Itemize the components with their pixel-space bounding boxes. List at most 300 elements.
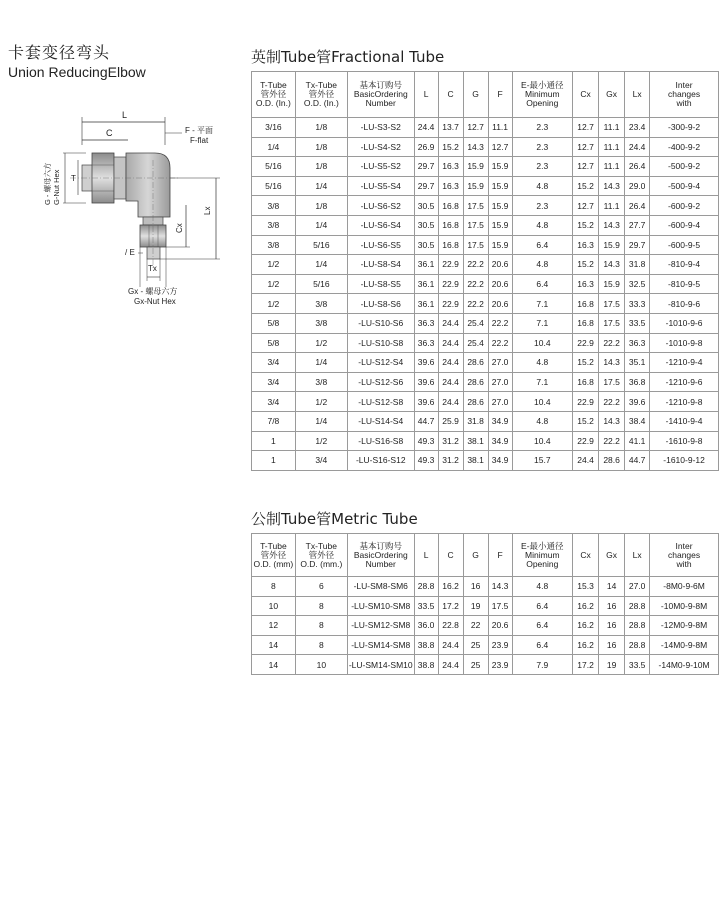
cell-dim-Lx: 24.4 bbox=[625, 137, 650, 157]
cell-min-opening-E: 10.4 bbox=[512, 431, 572, 451]
cell-dim-G: 22 bbox=[463, 616, 488, 636]
table-row bbox=[252, 353, 719, 373]
cell-dim-Cx: 15.2 bbox=[573, 215, 599, 235]
cell-dim-L: 38.8 bbox=[414, 655, 438, 675]
cell-dim-L: 39.6 bbox=[414, 392, 438, 412]
cell-dim-F: 27.0 bbox=[488, 353, 512, 373]
cell-interchanges-with: -810-9-4 bbox=[650, 255, 719, 275]
cell-dim-L: 39.6 bbox=[414, 353, 438, 373]
cell-t-tube-od: 1/2 bbox=[252, 274, 296, 294]
cell-interchanges-with: -600-9-2 bbox=[650, 196, 719, 216]
label-L: L bbox=[122, 110, 128, 120]
cell-t-tube-od: 5/8 bbox=[252, 313, 296, 333]
cell-dim-Gx: 22.2 bbox=[599, 431, 625, 451]
cell-dim-Gx: 11.1 bbox=[599, 137, 625, 157]
cell-dim-Cx: 15.2 bbox=[573, 176, 599, 196]
cell-tx-tube-od: 1/4 bbox=[295, 255, 347, 275]
cell-dim-Lx: 32.5 bbox=[625, 274, 650, 294]
cell-dim-C: 22.8 bbox=[438, 616, 463, 636]
cell-dim-Lx: 26.4 bbox=[625, 157, 650, 177]
cell-tx-tube-od: 1/2 bbox=[295, 333, 347, 353]
cell-dim-C: 24.4 bbox=[438, 655, 463, 675]
cell-interchanges-with: -1010-9-6 bbox=[650, 313, 719, 333]
cell-tx-tube-od: 10 bbox=[295, 655, 347, 675]
cell-ordering-number: -LU-S14-S4 bbox=[347, 411, 414, 431]
cell-dim-F: 15.9 bbox=[488, 196, 512, 216]
cell-min-opening-E: 6.4 bbox=[512, 274, 572, 294]
cell-dim-L: 28.8 bbox=[414, 577, 438, 597]
cell-dim-Lx: 39.6 bbox=[625, 392, 650, 412]
cell-dim-F: 34.9 bbox=[488, 451, 512, 471]
cell-dim-Cx: 17.2 bbox=[573, 655, 599, 675]
label-Tx: Tx bbox=[148, 264, 157, 273]
cell-dim-Cx: 16.8 bbox=[573, 372, 599, 392]
header-L: L bbox=[414, 534, 438, 577]
cell-t-tube-od: 1 bbox=[252, 451, 296, 471]
cell-t-tube-od: 3/8 bbox=[252, 196, 296, 216]
cell-t-tube-od: 7/8 bbox=[252, 411, 296, 431]
cell-dim-C: 22.9 bbox=[438, 274, 463, 294]
cell-dim-G: 31.8 bbox=[463, 411, 488, 431]
cell-min-opening-E: 7.1 bbox=[512, 372, 572, 392]
cell-interchanges-with: -10M0-9-8M bbox=[650, 596, 719, 616]
cell-min-opening-E: 4.8 bbox=[512, 215, 572, 235]
cell-interchanges-with: -1610-9-8 bbox=[650, 431, 719, 451]
cell-tx-tube-od: 1/8 bbox=[295, 157, 347, 177]
cell-dim-Gx: 14 bbox=[599, 577, 625, 597]
cell-dim-Cx: 12.7 bbox=[573, 118, 599, 138]
label-Lx: Lx bbox=[203, 206, 212, 215]
cell-dim-G: 38.1 bbox=[463, 431, 488, 451]
dimension-G bbox=[42, 153, 86, 205]
cell-dim-Gx: 17.5 bbox=[599, 372, 625, 392]
cell-interchanges-with: -500-9-4 bbox=[650, 176, 719, 196]
cell-interchanges-with: -1210-9-8 bbox=[650, 392, 719, 412]
cell-min-opening-E: 6.4 bbox=[512, 616, 572, 636]
cell-t-tube-od: 1/2 bbox=[252, 255, 296, 275]
cell-dim-F: 15.9 bbox=[488, 215, 512, 235]
cell-dim-L: 38.8 bbox=[414, 635, 438, 655]
cell-tx-tube-od: 1/4 bbox=[295, 215, 347, 235]
cell-ordering-number: -LU-S5-S4 bbox=[347, 176, 414, 196]
header-E: E-最小通径 Minimum Opening bbox=[512, 534, 572, 577]
cell-dim-L: 36.3 bbox=[414, 313, 438, 333]
cell-dim-Cx: 12.7 bbox=[573, 157, 599, 177]
cell-dim-C: 15.2 bbox=[438, 137, 463, 157]
cell-dim-Lx: 36.3 bbox=[625, 333, 650, 353]
table-row bbox=[252, 635, 719, 655]
cell-tx-tube-od: 1/8 bbox=[295, 137, 347, 157]
cell-dim-Cx: 22.9 bbox=[573, 392, 599, 412]
table-row bbox=[252, 196, 719, 216]
table-header-row bbox=[252, 72, 719, 118]
table-row bbox=[252, 655, 719, 675]
cell-dim-F: 27.0 bbox=[488, 392, 512, 412]
cell-min-opening-E: 15.7 bbox=[512, 451, 572, 471]
cell-dim-Gx: 16 bbox=[599, 596, 625, 616]
label-Cx: Cx bbox=[175, 223, 184, 233]
cell-min-opening-E: 4.8 bbox=[512, 255, 572, 275]
cell-tx-tube-od: 1/8 bbox=[295, 196, 347, 216]
cell-dim-Cx: 16.3 bbox=[573, 235, 599, 255]
cell-dim-F: 34.9 bbox=[488, 411, 512, 431]
label-T: T bbox=[71, 174, 76, 183]
cell-tx-tube-od: 3/4 bbox=[295, 451, 347, 471]
cell-interchanges-with: -1210-9-4 bbox=[650, 353, 719, 373]
table-row bbox=[252, 392, 719, 412]
cell-dim-Gx: 22.2 bbox=[599, 333, 625, 353]
header-tx-tube: Tx-Tube 管外径 O.D. (In.) bbox=[295, 72, 347, 118]
cell-dim-Gx: 11.1 bbox=[599, 118, 625, 138]
cell-ordering-number: -LU-SM8-SM6 bbox=[347, 577, 414, 597]
cell-dim-G: 25.4 bbox=[463, 313, 488, 333]
cell-dim-F: 20.6 bbox=[488, 274, 512, 294]
cell-tx-tube-od: 5/16 bbox=[295, 235, 347, 255]
cell-tx-tube-od: 8 bbox=[295, 635, 347, 655]
cell-ordering-number: -LU-S16-S8 bbox=[347, 431, 414, 451]
cell-interchanges-with: -600-9-4 bbox=[650, 215, 719, 235]
fractional-table bbox=[251, 71, 719, 471]
cell-dim-Cx: 15.2 bbox=[573, 411, 599, 431]
cell-t-tube-od: 1 bbox=[252, 431, 296, 451]
cell-t-tube-od: 14 bbox=[252, 655, 296, 675]
cell-ordering-number: -LU-S6-S4 bbox=[347, 215, 414, 235]
cell-interchanges-with: -500-9-2 bbox=[650, 157, 719, 177]
cell-dim-Gx: 14.3 bbox=[599, 353, 625, 373]
cell-dim-Lx: 28.8 bbox=[625, 596, 650, 616]
table-row bbox=[252, 118, 719, 138]
elbow-drawing bbox=[30, 105, 245, 310]
label-G-cn: G - 螺母六方 bbox=[43, 162, 52, 205]
cell-dim-L: 36.3 bbox=[414, 333, 438, 353]
cell-dim-Lx: 33.5 bbox=[625, 655, 650, 675]
cell-tx-tube-od: 1/4 bbox=[295, 176, 347, 196]
cell-dim-G: 28.6 bbox=[463, 392, 488, 412]
header-C: C bbox=[438, 72, 463, 118]
cell-min-opening-E: 7.1 bbox=[512, 313, 572, 333]
cell-tx-tube-od: 3/8 bbox=[295, 372, 347, 392]
cell-dim-F: 14.3 bbox=[488, 577, 512, 597]
cell-interchanges-with: -810-9-6 bbox=[650, 294, 719, 314]
table-row bbox=[252, 372, 719, 392]
cell-min-opening-E: 6.4 bbox=[512, 596, 572, 616]
header-ordering-number: 基本订购号 BasicOrdering Number bbox=[347, 72, 414, 118]
cell-dim-L: 29.7 bbox=[414, 176, 438, 196]
cell-ordering-number: -LU-S8-S4 bbox=[347, 255, 414, 275]
cell-dim-C: 24.4 bbox=[438, 392, 463, 412]
dimension-T bbox=[71, 160, 78, 195]
cell-t-tube-od: 5/16 bbox=[252, 176, 296, 196]
cell-dim-C: 16.8 bbox=[438, 215, 463, 235]
cell-dim-G: 17.5 bbox=[463, 235, 488, 255]
cell-ordering-number: -LU-S4-S2 bbox=[347, 137, 414, 157]
cell-dim-F: 15.9 bbox=[488, 235, 512, 255]
cell-t-tube-od: 3/4 bbox=[252, 392, 296, 412]
cell-t-tube-od: 3/8 bbox=[252, 235, 296, 255]
header-Lx: Lx bbox=[625, 72, 650, 118]
cell-min-opening-E: 2.3 bbox=[512, 196, 572, 216]
cell-dim-Gx: 14.3 bbox=[599, 215, 625, 235]
cell-t-tube-od: 1/2 bbox=[252, 294, 296, 314]
table-row bbox=[252, 596, 719, 616]
cell-dim-Gx: 11.1 bbox=[599, 196, 625, 216]
cell-interchanges-with: -1610-9-12 bbox=[650, 451, 719, 471]
cell-ordering-number: -LU-S12-S6 bbox=[347, 372, 414, 392]
cell-ordering-number: -LU-SM12-SM8 bbox=[347, 616, 414, 636]
cell-min-opening-E: 4.8 bbox=[512, 353, 572, 373]
cell-dim-F: 11.1 bbox=[488, 118, 512, 138]
header-Lx: Lx bbox=[625, 534, 650, 577]
cell-dim-Cx: 12.7 bbox=[573, 137, 599, 157]
cell-dim-Gx: 17.5 bbox=[599, 313, 625, 333]
cell-dim-F: 20.6 bbox=[488, 616, 512, 636]
header-G: G bbox=[463, 72, 488, 118]
header-tx-tube: Tx-Tube 管外径 O.D. (mm.) bbox=[295, 534, 347, 577]
cell-interchanges-with: -300-9-2 bbox=[650, 118, 719, 138]
cell-t-tube-od: 3/16 bbox=[252, 118, 296, 138]
table-row bbox=[252, 235, 719, 255]
cell-tx-tube-od: 8 bbox=[295, 596, 347, 616]
header-G: G bbox=[463, 534, 488, 577]
cell-ordering-number: -LU-S12-S4 bbox=[347, 353, 414, 373]
cell-dim-G: 25 bbox=[463, 635, 488, 655]
cell-min-opening-E: 10.4 bbox=[512, 392, 572, 412]
cell-dim-Cx: 16.3 bbox=[573, 274, 599, 294]
cell-dim-F: 22.2 bbox=[488, 313, 512, 333]
cell-dim-Lx: 29.0 bbox=[625, 176, 650, 196]
header-L: L bbox=[414, 72, 438, 118]
cell-tx-tube-od: 5/16 bbox=[295, 274, 347, 294]
cell-dim-G: 17.5 bbox=[463, 196, 488, 216]
header-t-tube: T-Tube 管外径 O.D. (In.) bbox=[252, 72, 296, 118]
cell-interchanges-with: -8M0-9-6M bbox=[650, 577, 719, 597]
dimension-C bbox=[82, 128, 128, 140]
cell-dim-G: 22.2 bbox=[463, 274, 488, 294]
cell-dim-Cx: 22.9 bbox=[573, 333, 599, 353]
cell-dim-C: 16.2 bbox=[438, 577, 463, 597]
cell-dim-G: 38.1 bbox=[463, 451, 488, 471]
cell-ordering-number: -LU-S12-S8 bbox=[347, 392, 414, 412]
cell-dim-L: 49.3 bbox=[414, 451, 438, 471]
cell-t-tube-od: 5/16 bbox=[252, 157, 296, 177]
cell-dim-C: 24.4 bbox=[438, 353, 463, 373]
cell-dim-L: 39.6 bbox=[414, 372, 438, 392]
cell-ordering-number: -LU-S5-S2 bbox=[347, 157, 414, 177]
cell-dim-Cx: 12.7 bbox=[573, 196, 599, 216]
cell-ordering-number: -LU-S10-S8 bbox=[347, 333, 414, 353]
cell-dim-F: 20.6 bbox=[488, 294, 512, 314]
cell-dim-G: 12.7 bbox=[463, 118, 488, 138]
cell-dim-Lx: 41.1 bbox=[625, 431, 650, 451]
cell-dim-Gx: 14.3 bbox=[599, 255, 625, 275]
cell-dim-G: 22.2 bbox=[463, 294, 488, 314]
fractional-table-body bbox=[252, 118, 719, 471]
label-Gx-cn: Gx - 螺母六方 bbox=[128, 287, 178, 296]
cell-dim-C: 16.8 bbox=[438, 235, 463, 255]
table-header-row bbox=[252, 534, 719, 577]
cell-tx-tube-od: 8 bbox=[295, 616, 347, 636]
cell-dim-Lx: 28.8 bbox=[625, 616, 650, 636]
cell-tx-tube-od: 1/2 bbox=[295, 431, 347, 451]
cell-min-opening-E: 2.3 bbox=[512, 137, 572, 157]
cell-ordering-number: -LU-S16-S12 bbox=[347, 451, 414, 471]
elbow-body bbox=[126, 153, 170, 217]
table-row bbox=[252, 431, 719, 451]
cell-tx-tube-od: 1/2 bbox=[295, 392, 347, 412]
cell-dim-Lx: 38.4 bbox=[625, 411, 650, 431]
cell-min-opening-E: 4.8 bbox=[512, 411, 572, 431]
cell-dim-C: 16.3 bbox=[438, 157, 463, 177]
cell-min-opening-E: 6.4 bbox=[512, 635, 572, 655]
cell-dim-Lx: 31.8 bbox=[625, 255, 650, 275]
cell-dim-Gx: 16 bbox=[599, 635, 625, 655]
cell-dim-Cx: 16.8 bbox=[573, 294, 599, 314]
cell-min-opening-E: 2.3 bbox=[512, 118, 572, 138]
cell-dim-Gx: 28.6 bbox=[599, 451, 625, 471]
cell-t-tube-od: 3/4 bbox=[252, 353, 296, 373]
table-row bbox=[252, 451, 719, 471]
cell-interchanges-with: -600-9-5 bbox=[650, 235, 719, 255]
cell-tx-tube-od: 1/8 bbox=[295, 118, 347, 138]
cell-min-opening-E: 4.8 bbox=[512, 176, 572, 196]
cell-dim-Gx: 19 bbox=[599, 655, 625, 675]
cell-tx-tube-od: 6 bbox=[295, 577, 347, 597]
cell-dim-Lx: 23.4 bbox=[625, 118, 650, 138]
cell-t-tube-od: 1/4 bbox=[252, 137, 296, 157]
cell-dim-Cx: 24.4 bbox=[573, 451, 599, 471]
label-F-cn: F - 平面 bbox=[185, 126, 213, 135]
cell-t-tube-od: 5/8 bbox=[252, 333, 296, 353]
cell-ordering-number: -LU-SM14-SM8 bbox=[347, 635, 414, 655]
cell-dim-Lx: 33.5 bbox=[625, 313, 650, 333]
cell-dim-Gx: 14.3 bbox=[599, 411, 625, 431]
table-row bbox=[252, 274, 719, 294]
cell-dim-L: 30.5 bbox=[414, 235, 438, 255]
cell-dim-Cx: 15.3 bbox=[573, 577, 599, 597]
cell-min-opening-E: 10.4 bbox=[512, 333, 572, 353]
cell-dim-Lx: 28.8 bbox=[625, 635, 650, 655]
label-C: C bbox=[106, 128, 113, 138]
product-title-cn: 卡套变径弯头 bbox=[8, 43, 111, 62]
cell-dim-Cx: 16.8 bbox=[573, 313, 599, 333]
cell-ordering-number: -LU-SM10-SM8 bbox=[347, 596, 414, 616]
cell-dim-F: 23.9 bbox=[488, 635, 512, 655]
cell-dim-F: 23.9 bbox=[488, 655, 512, 675]
cell-ordering-number: -LU-S3-S2 bbox=[347, 118, 414, 138]
table-row bbox=[252, 255, 719, 275]
cell-dim-Lx: 27.7 bbox=[625, 215, 650, 235]
cell-dim-Lx: 36.8 bbox=[625, 372, 650, 392]
header-E: E-最小通径 Minimum Opening bbox=[512, 72, 572, 118]
cell-dim-C: 24.4 bbox=[438, 372, 463, 392]
table-row bbox=[252, 157, 719, 177]
cell-dim-L: 26.9 bbox=[414, 137, 438, 157]
cell-dim-G: 16 bbox=[463, 577, 488, 597]
table-row bbox=[252, 294, 719, 314]
cell-tx-tube-od: 3/8 bbox=[295, 294, 347, 314]
cell-dim-L: 49.3 bbox=[414, 431, 438, 451]
cell-dim-Gx: 22.2 bbox=[599, 392, 625, 412]
cell-dim-G: 22.2 bbox=[463, 255, 488, 275]
cell-dim-Cx: 22.9 bbox=[573, 431, 599, 451]
cell-dim-Lx: 27.0 bbox=[625, 577, 650, 597]
cell-interchanges-with: -14M0-9-10M bbox=[650, 655, 719, 675]
table-row bbox=[252, 616, 719, 636]
cell-dim-F: 34.9 bbox=[488, 431, 512, 451]
header-interchanges: Inter changes with bbox=[650, 534, 719, 577]
cell-dim-L: 30.5 bbox=[414, 215, 438, 235]
cell-min-opening-E: 4.8 bbox=[512, 577, 572, 597]
cell-dim-Lx: 29.7 bbox=[625, 235, 650, 255]
cell-dim-L: 36.1 bbox=[414, 274, 438, 294]
cell-dim-F: 20.6 bbox=[488, 255, 512, 275]
cell-ordering-number: -LU-S8-S6 bbox=[347, 294, 414, 314]
cell-dim-G: 17.5 bbox=[463, 215, 488, 235]
metric-table bbox=[251, 533, 719, 675]
cell-dim-Lx: 33.3 bbox=[625, 294, 650, 314]
cell-dim-G: 28.6 bbox=[463, 353, 488, 373]
cell-dim-Gx: 15.9 bbox=[599, 235, 625, 255]
cell-t-tube-od: 3/4 bbox=[252, 372, 296, 392]
header-Gx: Gx bbox=[599, 534, 625, 577]
cell-dim-Lx: 35.1 bbox=[625, 353, 650, 373]
cell-dim-L: 30.5 bbox=[414, 196, 438, 216]
cell-dim-L: 29.7 bbox=[414, 157, 438, 177]
fractional-section-title: 英制Tube管Fractional Tube bbox=[251, 48, 445, 66]
table-row bbox=[252, 577, 719, 597]
cell-ordering-number: -LU-S10-S6 bbox=[347, 313, 414, 333]
metric-section-title: 公制Tube管Metric Tube bbox=[251, 510, 418, 528]
cell-dim-F: 17.5 bbox=[488, 596, 512, 616]
cell-dim-C: 22.9 bbox=[438, 255, 463, 275]
cell-ordering-number: -LU-S6-S5 bbox=[347, 235, 414, 255]
cell-dim-G: 14.3 bbox=[463, 137, 488, 157]
cell-dim-L: 33.5 bbox=[414, 596, 438, 616]
cell-dim-Gx: 16 bbox=[599, 616, 625, 636]
cell-dim-C: 24.4 bbox=[438, 313, 463, 333]
cell-dim-Cx: 15.2 bbox=[573, 353, 599, 373]
header-Cx: Cx bbox=[573, 534, 599, 577]
cell-ordering-number: -LU-SM14-SM10 bbox=[347, 655, 414, 675]
cell-t-tube-od: 8 bbox=[252, 577, 296, 597]
table-row bbox=[252, 313, 719, 333]
cell-dim-C: 24.4 bbox=[438, 635, 463, 655]
cell-tx-tube-od: 3/8 bbox=[295, 313, 347, 333]
cell-dim-C: 31.2 bbox=[438, 451, 463, 471]
cell-dim-C: 25.9 bbox=[438, 411, 463, 431]
product-title-en: Union ReducingElbow bbox=[8, 64, 146, 80]
cell-dim-F: 15.9 bbox=[488, 157, 512, 177]
cell-dim-F: 27.0 bbox=[488, 372, 512, 392]
cell-interchanges-with: -810-9-5 bbox=[650, 274, 719, 294]
cell-dim-Cx: 16.2 bbox=[573, 616, 599, 636]
cell-dim-C: 13.7 bbox=[438, 118, 463, 138]
cell-interchanges-with: -1410-9-4 bbox=[650, 411, 719, 431]
label-E: / E bbox=[125, 248, 135, 257]
cell-tx-tube-od: 1/4 bbox=[295, 353, 347, 373]
metric-table-body bbox=[252, 577, 719, 675]
cell-t-tube-od: 14 bbox=[252, 635, 296, 655]
label-F-en: F-flat bbox=[190, 136, 209, 145]
cell-dim-C: 22.9 bbox=[438, 294, 463, 314]
cell-dim-Lx: 26.4 bbox=[625, 196, 650, 216]
cell-dim-C: 17.2 bbox=[438, 596, 463, 616]
header-Cx: Cx bbox=[573, 72, 599, 118]
header-t-tube: T-Tube 管外径 O.D. (mm) bbox=[252, 534, 296, 577]
table-row bbox=[252, 137, 719, 157]
label-G-en: G-Nut Hex bbox=[52, 169, 61, 205]
cell-ordering-number: -LU-S8-S5 bbox=[347, 274, 414, 294]
